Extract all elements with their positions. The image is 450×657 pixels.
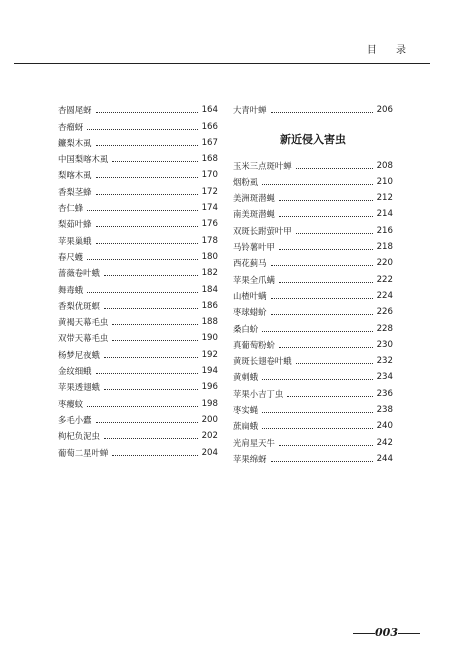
toc-entry-page: 170 xyxy=(201,170,218,181)
toc-entry[interactable] xyxy=(58,296,218,312)
toc-entry-title: 山楂叶螨 xyxy=(233,290,267,301)
dot-leader xyxy=(87,259,197,260)
dot-leader xyxy=(271,298,373,299)
toc-entry-title: 马铃薯叶甲 xyxy=(233,242,275,253)
toc-entry-page: 240 xyxy=(376,421,393,432)
toc-entry-title: 梨喀木虱 xyxy=(58,170,92,181)
toc-entry-page: 178 xyxy=(201,235,218,246)
toc-entry[interactable] xyxy=(58,344,218,360)
dot-leader xyxy=(112,161,197,162)
dot-leader xyxy=(279,282,373,283)
dot-leader xyxy=(271,461,373,462)
dot-leader xyxy=(96,226,198,227)
toc-entry-page: 208 xyxy=(376,160,393,171)
toc-entry[interactable] xyxy=(58,442,218,458)
toc-entry-title: 蔗扁蛾 xyxy=(233,421,259,432)
toc-entry[interactable] xyxy=(58,393,218,409)
toc-entry-title: 美洲斑潜蝇 xyxy=(233,193,275,204)
toc-entry-page: 238 xyxy=(376,405,393,416)
toc-entry[interactable] xyxy=(58,279,218,295)
toc-entry-page: 166 xyxy=(201,121,218,132)
toc-entry-page: 218 xyxy=(376,242,393,253)
toc-entry-page: 190 xyxy=(201,333,218,344)
toc-entry[interactable] xyxy=(58,230,218,246)
toc-entry-page: 216 xyxy=(376,225,393,236)
toc-entry-page: 214 xyxy=(376,209,393,220)
toc-entry-title: 苹果绵蚜 xyxy=(233,453,267,464)
toc-entry[interactable] xyxy=(233,286,393,302)
toc-entry-page: 222 xyxy=(376,274,393,285)
dot-leader xyxy=(262,412,372,413)
toc-entry[interactable] xyxy=(58,361,218,377)
toc-entry[interactable] xyxy=(58,181,218,197)
toc-entry-page: 230 xyxy=(376,339,393,350)
toc-entry[interactable] xyxy=(58,100,218,116)
toc-entry-title: 杏仁蜂 xyxy=(58,203,84,214)
dot-leader xyxy=(296,168,373,169)
toc-entry-page: 174 xyxy=(201,203,218,214)
dot-leader xyxy=(96,422,198,423)
toc-entry-title: 枣球蜡蚧 xyxy=(233,307,267,318)
toc-entry-page: 204 xyxy=(201,447,218,458)
toc-entry[interactable] xyxy=(233,351,393,367)
toc-entry[interactable] xyxy=(233,416,393,432)
dot-leader xyxy=(262,184,372,185)
dot-leader xyxy=(104,275,198,276)
toc-entry-title: 香梨茎蜂 xyxy=(58,186,92,197)
toc-entry-page: 220 xyxy=(376,258,393,269)
dot-leader xyxy=(104,389,198,390)
toc-entry[interactable] xyxy=(233,400,393,416)
dot-leader xyxy=(296,233,373,234)
dot-leader xyxy=(96,177,198,178)
toc-entry-page: 167 xyxy=(201,137,218,148)
toc-entry-title: 黄斑长翅卷叶蛾 xyxy=(233,356,292,367)
toc-entry-title: 光肩星天牛 xyxy=(233,437,275,448)
toc-entry-title: 苹果巢蛾 xyxy=(58,235,92,246)
toc-entry-title: 中国梨喀木虱 xyxy=(58,154,109,165)
dot-leader xyxy=(279,216,373,217)
toc-entry-page: 224 xyxy=(376,290,393,301)
toc-entry-page: 234 xyxy=(376,372,393,383)
dot-leader xyxy=(279,347,373,348)
toc-entry[interactable] xyxy=(58,165,218,181)
dot-leader xyxy=(279,249,373,250)
toc-entry-page: 228 xyxy=(376,323,393,334)
toc-entry-title: 枣实蝇 xyxy=(233,405,259,416)
dot-leader xyxy=(296,363,373,364)
dot-leader xyxy=(104,357,198,358)
folio-ornament-right xyxy=(398,633,420,634)
toc-entry-title: 桑白蚧 xyxy=(233,323,259,334)
toc-entry-page: 176 xyxy=(201,219,218,230)
dot-leader xyxy=(104,308,198,309)
toc-entry-page: 180 xyxy=(201,251,218,262)
toc-entry-page: 192 xyxy=(201,349,218,360)
dot-leader xyxy=(271,112,373,113)
toc-entry-title: 葡萄二星叶蝉 xyxy=(58,447,109,458)
toc-entry[interactable] xyxy=(58,247,218,263)
toc-right-column xyxy=(233,100,393,465)
dot-leader xyxy=(112,324,197,325)
toc-entry[interactable] xyxy=(233,432,393,448)
toc-entry-page: 198 xyxy=(201,398,218,409)
toc-left-column xyxy=(58,100,218,459)
dot-leader xyxy=(287,396,372,397)
toc-entry[interactable] xyxy=(233,318,393,334)
dot-leader xyxy=(87,292,197,293)
toc-entry-title: 大青叶蝉 xyxy=(233,105,267,116)
toc-entry[interactable] xyxy=(58,410,218,426)
toc-entry-page: 202 xyxy=(201,431,218,442)
toc-entry[interactable] xyxy=(58,312,218,328)
toc-entry-title: 杨梦尼夜蛾 xyxy=(58,349,100,360)
toc-entry[interactable] xyxy=(233,188,393,204)
toc-entry-title: 苹果透翅蛾 xyxy=(58,382,100,393)
toc-entry-page: 236 xyxy=(376,388,393,399)
dot-leader xyxy=(279,200,373,201)
dot-leader xyxy=(96,145,198,146)
dot-leader xyxy=(96,112,198,113)
toc-entry-title: 枸杞负泥虫 xyxy=(58,431,100,442)
toc-entry-page: 184 xyxy=(201,284,218,295)
toc-entry[interactable] xyxy=(58,133,218,149)
toc-entry-page: 232 xyxy=(376,356,393,367)
folio-ornament-left xyxy=(353,633,375,634)
toc-entry-title: 黄褐天幕毛虫 xyxy=(58,317,109,328)
toc-entry[interactable] xyxy=(233,155,393,171)
toc-entry-page: 242 xyxy=(376,437,393,448)
toc-entry-page: 206 xyxy=(376,105,393,116)
page-number xyxy=(353,626,420,639)
toc-entry-page: 188 xyxy=(201,317,218,328)
toc-entry[interactable] xyxy=(233,269,393,285)
toc-entry-title: 枣瘿蚊 xyxy=(58,398,84,409)
toc-entry[interactable] xyxy=(233,237,393,253)
dot-leader xyxy=(262,428,372,429)
toc-entry[interactable] xyxy=(58,214,218,230)
toc-entry-title: 真葡萄粉蚧 xyxy=(233,339,275,350)
toc-entry[interactable] xyxy=(233,302,393,318)
toc-entry-page: 210 xyxy=(376,176,393,187)
dot-leader xyxy=(112,455,197,456)
toc-entry-title: 香梨优斑螟 xyxy=(58,300,100,311)
toc-entry-title: 双带天幕毛虫 xyxy=(58,333,109,344)
dot-leader xyxy=(112,340,197,341)
toc-entry-page: 200 xyxy=(201,414,218,425)
toc-entry[interactable] xyxy=(58,263,218,279)
toc-entry-title: 春尺蠖 xyxy=(58,251,84,262)
toc-entry[interactable] xyxy=(233,383,393,399)
toc-entry[interactable] xyxy=(58,377,218,393)
toc-entry[interactable] xyxy=(58,149,218,165)
toc-entry-title: 舞毒蛾 xyxy=(58,284,84,295)
toc-entry[interactable] xyxy=(233,220,393,236)
toc-entry-title: 南美斑潜蝇 xyxy=(233,209,275,220)
dot-leader xyxy=(104,438,198,439)
dot-leader xyxy=(87,210,197,211)
toc-entry-page: 168 xyxy=(201,154,218,165)
toc-entry-title: 杏瘤蚜 xyxy=(58,121,84,132)
section-title: 新近侵入害虫 xyxy=(280,133,346,147)
dot-leader xyxy=(96,243,198,244)
dot-leader xyxy=(262,331,372,332)
toc-entry[interactable] xyxy=(233,335,393,351)
toc-entry-title: 苹果全爪螨 xyxy=(233,274,275,285)
dot-leader xyxy=(87,129,197,130)
toc-entry-title: 多毛小蠹 xyxy=(58,414,92,425)
header-rule xyxy=(14,63,430,64)
dot-leader xyxy=(87,406,197,407)
toc-entry-title: 蔷薇卷叶蛾 xyxy=(58,268,100,279)
toc-entry[interactable] xyxy=(233,367,393,383)
toc-entry-page: 196 xyxy=(201,382,218,393)
toc-entry-title: 烟粉虱 xyxy=(233,176,259,187)
page-number-text: 003 xyxy=(375,626,398,639)
toc-entry-page: 172 xyxy=(201,186,218,197)
dot-leader xyxy=(271,265,373,266)
dot-leader xyxy=(96,373,198,374)
toc-entry-title: 梨茹叶蜂 xyxy=(58,219,92,230)
toc-entry[interactable] xyxy=(58,426,218,442)
toc-entry-title: 杏圆尾蚜 xyxy=(58,105,92,116)
toc-entry[interactable] xyxy=(58,198,218,214)
toc-entry-page: 194 xyxy=(201,366,218,377)
dot-leader xyxy=(96,194,198,195)
dot-leader xyxy=(279,445,373,446)
toc-entry-title: 金纹细蛾 xyxy=(58,366,92,377)
toc-entry[interactable] xyxy=(233,172,393,188)
dot-leader xyxy=(262,379,372,380)
toc-entry-title: 双斑长跗萤叶甲 xyxy=(233,225,292,236)
toc-entry-title: 西花蓟马 xyxy=(233,258,267,269)
toc-entry[interactable] xyxy=(233,253,393,269)
toc-entry[interactable] xyxy=(233,449,393,465)
toc-entry[interactable] xyxy=(233,100,393,116)
dot-leader xyxy=(271,314,373,315)
toc-entry[interactable] xyxy=(58,328,218,344)
toc-entry-page: 212 xyxy=(376,193,393,204)
toc-entry-title: 苹果小吉丁虫 xyxy=(233,388,284,399)
toc-entry[interactable] xyxy=(58,116,218,132)
toc-entry-title: 鐮梨木虱 xyxy=(58,137,92,148)
toc-entry-title: 玉米三点斑叶蝉 xyxy=(233,160,292,171)
toc-entry-page: 182 xyxy=(201,268,218,279)
toc-entry-title: 黄刺蛾 xyxy=(233,372,259,383)
toc-entry[interactable] xyxy=(233,204,393,220)
toc-entry-page: 164 xyxy=(201,105,218,116)
toc-entry-page: 226 xyxy=(376,307,393,318)
toc-entry-page: 186 xyxy=(201,300,218,311)
toc-entry-page: 244 xyxy=(376,453,393,464)
header-title: 目 录 xyxy=(366,45,414,56)
